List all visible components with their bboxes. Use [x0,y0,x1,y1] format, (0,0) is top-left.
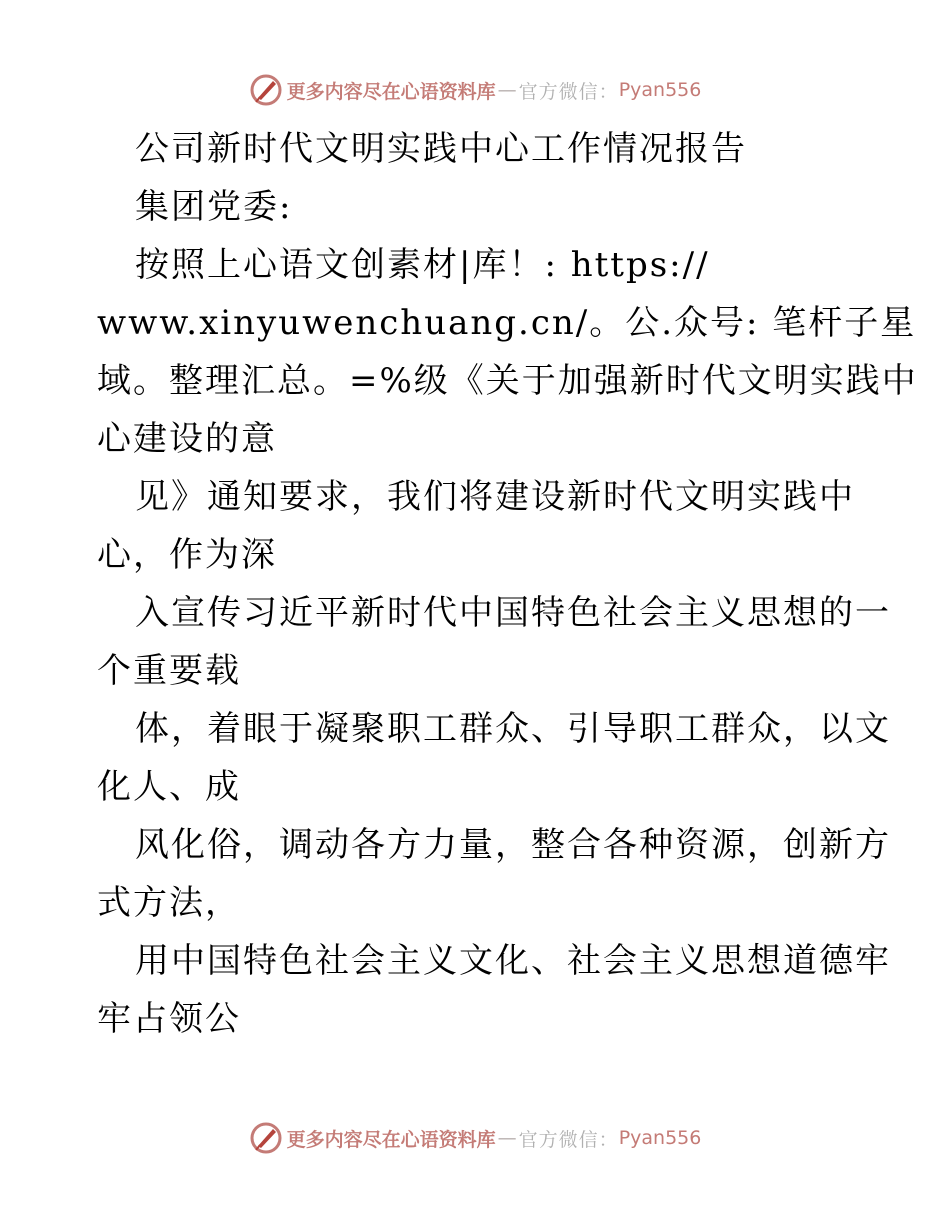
paragraph-line: 体，着眼于凝聚职工群众、引导职工群众，以文 [135,709,891,749]
paragraph-line: 化人、成 [97,767,241,807]
paragraph-line: 入宣传习近平新时代中国特色社会主义思想的一 [135,593,891,633]
banner-main-text: 更多内容尽在心语资料库 [286,1128,496,1151]
paragraph-line: 风化俗，调动各方力量，整合各种资源，创新方 [135,825,891,865]
paragraph-line: 域。整理汇总。=%级《关于加强新时代文明实践中 [97,361,918,401]
paragraph-line: 心，作为深 [97,535,277,575]
document-title: 公司新时代文明实践中心工作情况报告 [135,129,747,169]
paragraph-line: 牢占领公 [97,999,241,1039]
paragraph-line: 式方法， [97,883,241,923]
feather-pen-logo-icon [249,1121,283,1155]
paragraph-line: 见》通知要求，我们将建设新时代文明实践中 [135,477,855,517]
header-banner [0,70,950,110]
banner-wechat-label: 官方微信： [518,80,619,103]
salutation: 集团党委: [135,187,293,227]
paragraph-line: 心建设的意 [97,419,277,459]
paragraph-line: www.xinyuwenchuang.cn/。公.众号: 笔杆子星 [97,303,917,343]
paragraph-line: 按照上心语文创素材|库！: https:// [135,245,710,285]
paragraph-line: 用中国特色社会主义文化、社会主义思想道德牢 [135,941,891,981]
banner-separator: — [497,1127,517,1149]
banner-main-text: 更多内容尽在心语资料库 [286,80,496,103]
feather-pen-logo-icon [249,73,283,107]
paragraph-line: 个重要载 [97,651,241,691]
banner-separator: — [497,79,517,101]
banner-wechat-id: Pyan556 [618,1127,702,1149]
footer-banner [0,1118,950,1158]
document-body [97,120,918,1048]
banner-wechat-label: 官方微信： [518,1128,619,1151]
banner-wechat-id: Pyan556 [618,79,702,101]
